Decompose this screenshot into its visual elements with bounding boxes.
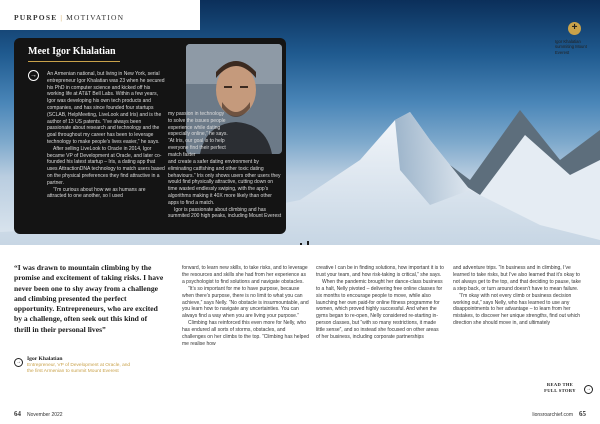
card-paragraph: my passion in technology to solve the issues people experience while dating especially online,” he says. “At Iris, our goal is to help everyone find their perfect match faster [168, 111, 228, 158]
attribution-role: Entrepreneur, VP of Development at Oracle, and the first Armenian to summit Mount Everest [27, 363, 131, 374]
footer-left [14, 410, 63, 418]
attribution-name: Igor Khalatian [27, 356, 63, 362]
section-label: PURPOSE | MOTIVATION [14, 13, 125, 22]
body-paragraph: creative I can be in finding solutions, how important it is to trust your team, and how risk-taking is critical,” she says. [316, 265, 444, 278]
page-number-right: 65 [579, 410, 586, 418]
plus-icon[interactable]: + [568, 22, 581, 35]
profile-card [14, 38, 286, 234]
arrow-right-icon: → [16, 359, 21, 365]
card-title: Meet Igor Khalatian [28, 46, 116, 57]
section-name: PURPOSE [14, 13, 58, 22]
website-url: lionsroarchief.com [532, 412, 573, 418]
body-paragraph: “It’s so important for me to have purpose, because when there’s purpose, there is no limit to what you can achieve,” says Nelly. “No obstacle is insurmountable, and you learn how to navigate any uncertainties. You can always find a way when you are living your purpose.” [182, 285, 309, 320]
page-number-left: 64 [14, 410, 21, 418]
card-paragraph: After selling LiveLook to Oracle in 2014, Igor became VP of Development at Oracle, and later co-founded his latest startup – Iris, a dating app that uses AttractionDNA technology to match users based on the physical preferences they find attractive in a partner. [47, 145, 165, 186]
read-more-line-2: FULL STORY [544, 387, 576, 393]
body-column-1 [182, 265, 310, 348]
body-column-3 [453, 265, 583, 327]
body-paragraph: When the pandemic brought her dance-class business to a halt, Nelly pivoted – delivering free online classes for six months to encourage people to move, while also launching her own paid-for online fitness programme for women, which proved highly successful. And when the gyms began to re-open, Nelly considered re-starting in-person classes, but “with so many restrictions, it made little sense”, and so instead she focused on other areas of her business, including corporate partnerships [316, 278, 443, 341]
card-column-1 [47, 71, 165, 200]
read-more-line-1: READ THE [546, 382, 574, 387]
pull-quote: “I was drawn to mountain climbing by the promise and excitement of taking risks. I have never been one to shy away from a challenge and climbing presented the perfect opportunity. Entrepreneurs, who are excited by a challenge, often seek out this kind of thrill in their personal lives” [14, 263, 164, 334]
card-paragraph: Igor is passionate about climbing and has summited 200 high peaks, including Mount Everest [168, 206, 282, 220]
arrow-right-icon: → [30, 72, 37, 79]
card-column-2 [168, 111, 228, 159]
issue-date: November 2022 [27, 412, 63, 418]
body-paragraph: forward, to learn new skills, to take risks, and to leverage the resources and skills she had from her experience as a psychologist to find solutions and navigate obstacles. [182, 265, 308, 285]
card-paragraph: An Armenian national, but living in New York, serial entrepreneur Igor Khalatian was 23 when he secured his PhD in computer science and kicked off his working life at AT&T Bell Labs. Within a few years, Igor was developing his own tech products and companies, and has since founded four startups (SCLAB, HelpMeeting, LiveLook and Iris) and is the author of 13 US patents. “I’ve always been passionate about research and technology and the goal throughout my career has been to leverage technology to make people’s lives easier,” he says. [47, 71, 165, 145]
body-paragraph: “I’m okay with not every climb or business decision working out,” says Nelly, who has learned to use any disappointments to her advantage – to learn from her mistakes, to discover her unique strengths, find out which direction she should move in, and ultimately [453, 292, 581, 327]
card-paragraph: and create a safer dating environment by eliminating catfishing and other toxic dating behaviours.” Iris only shows users other users they would find physically attractive, cutting down on time wasted endlessly swiping, with the app’s algorithms making it 40X more likely than other apps to find a match. [168, 159, 281, 206]
read-full-story-link[interactable] [537, 382, 583, 393]
body-paragraph: and adventure trips. “In business and in climbing, I’ve learned to take risks, but I’ve also learned that it’s okay to not always get to the top, and that deciding to pause, take a step back, or turn around doesn’t have to mean failure. [453, 265, 581, 292]
subsection-name: MOTIVATION [66, 13, 125, 22]
arrow-right-icon[interactable]: → [586, 386, 591, 392]
body-column-2 [316, 265, 444, 341]
card-column-3 [168, 159, 283, 220]
body-paragraph: Climbing has reinforced this even more for Nelly, who has endured all sorts of storms, obstacles, and challenges on her climbs to the top. “Climbing has helped me realise how [182, 320, 310, 347]
photo-caption: Igor Khalatian summiting Mount Everest [555, 39, 587, 55]
card-paragraph: “I’m curious about how we as humans are attracted to one another, so I used [47, 186, 146, 200]
card-divider [28, 61, 120, 62]
footer-right [532, 410, 586, 418]
